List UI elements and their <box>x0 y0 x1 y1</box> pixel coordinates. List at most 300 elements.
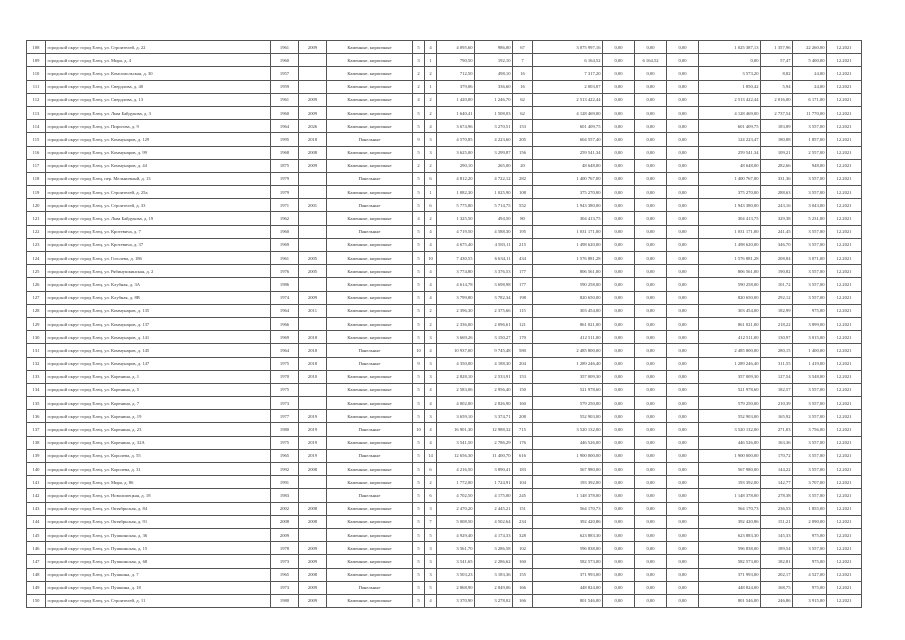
wall-material-cell: Каменные, кирпичные <box>327 555 413 568</box>
residents-cell: 151 <box>513 502 533 515</box>
floors-cell: 4 <box>413 212 425 225</box>
total-area-cell: 1 640,41 <box>437 106 475 119</box>
budget-cost-cell: 0,00 <box>635 515 667 528</box>
floors-cell: 5 <box>413 449 425 462</box>
row-number-cell: 150 <box>27 594 46 607</box>
wall-material-cell: Каменные, кирпичные <box>327 436 413 449</box>
wall-material-cell: Каменные, кирпичные <box>327 106 413 119</box>
cost-per-sqm-cell: 329,38 <box>761 212 793 225</box>
wall-material-cell: Каменные, кирпичные <box>327 528 413 541</box>
wall-material-cell: Панельные <box>327 172 413 185</box>
total-cost-cell: 2 485 800,00 <box>533 344 603 357</box>
living-area-cell: 3 374,71 <box>475 410 513 423</box>
total-cost-cell: 623 883,30 <box>533 528 603 541</box>
year-repair-cell: 2018 <box>299 344 327 357</box>
floors-cell: 5 <box>413 397 425 410</box>
budget-cost-cell: 0,00 <box>635 357 667 370</box>
floors-cell: 5 <box>413 502 425 515</box>
total-cost-cell: 604 557,40 <box>533 133 603 146</box>
row-number-cell: 120 <box>27 199 46 212</box>
completion-date-cell: 12.2021 <box>827 528 862 541</box>
row-number-cell: 109 <box>27 54 46 67</box>
entrances-cell: 1 <box>425 54 437 67</box>
owners-cost-cell: 1 576 881,28 <box>699 252 761 265</box>
cost-limit-cell: 3 548,00 <box>793 370 827 383</box>
total-area-cell: 5 775,80 <box>437 199 475 212</box>
floors-cell: 5 <box>413 41 425 54</box>
year-repair-cell <box>299 317 327 330</box>
completion-date-cell: 12.2021 <box>827 317 862 330</box>
completion-date-cell: 12.2021 <box>827 344 862 357</box>
cost-per-sqm-cell: 218,22 <box>761 317 793 330</box>
total-area-cell: 2 470,20 <box>437 502 475 515</box>
wall-material-cell: Каменные, кирпичные <box>327 54 413 67</box>
table-row <box>27 331 862 344</box>
wall-material-cell: Каменные, кирпичные <box>327 502 413 515</box>
fund-cost-cell: 0,00 <box>603 159 635 172</box>
living-area-cell: 2 445,21 <box>475 502 513 515</box>
owners-cost-cell: 3 520 132,00 <box>699 423 761 436</box>
entrances-cell: 2 <box>425 106 437 119</box>
municipal-cost-cell: 0,00 <box>667 594 699 607</box>
table-row <box>27 555 862 568</box>
table-row <box>27 436 862 449</box>
living-area-cell: 494,50 <box>475 212 513 225</box>
address-cell: городской округ город Елец, ул. Пушкинская, д. 15 <box>46 542 271 555</box>
living-area-cell: 11 400,70 <box>475 449 513 462</box>
living-area-cell: 5 714,75 <box>475 199 513 212</box>
budget-cost-cell: 0,00 <box>635 410 667 423</box>
floors-cell: 5 <box>413 199 425 212</box>
cost-limit-cell: 3 557,00 <box>793 238 827 251</box>
municipal-cost-cell: 0,00 <box>667 67 699 80</box>
municipal-cost-cell: 0,00 <box>667 291 699 304</box>
municipal-cost-cell: 0,00 <box>667 436 699 449</box>
fund-cost-cell: 0,00 <box>603 67 635 80</box>
wall-material-cell: Каменные, кирпичные <box>327 159 413 172</box>
cost-limit-cell: 3 557,00 <box>793 225 827 238</box>
year-repair-cell <box>299 186 327 199</box>
owners-cost-cell: 412 511,00 <box>699 331 761 344</box>
cost-limit-cell: 1 400,00 <box>793 344 827 357</box>
cost-per-sqm-cell: 190,82 <box>761 265 793 278</box>
year-built-cell: 1980 <box>271 594 299 607</box>
cost-limit-cell: 975,00 <box>793 304 827 317</box>
residents-cell: 552 <box>513 199 533 212</box>
completion-date-cell: 12.2021 <box>827 489 862 502</box>
completion-date-cell: 12.2021 <box>827 93 862 106</box>
completion-date-cell: 12.2021 <box>827 67 862 80</box>
total-area-cell: 5 008,50 <box>437 515 475 528</box>
year-built-cell: 1979 <box>271 186 299 199</box>
address-cell: городской округ город Елец, ул. Льва Байдукова, д. 3 <box>46 106 271 119</box>
residents-cell: 67 <box>513 41 533 54</box>
cost-per-sqm-cell: 282,66 <box>761 159 793 172</box>
total-cost-cell: 6 164,52 <box>533 54 603 67</box>
row-number-cell: 130 <box>27 331 46 344</box>
total-cost-cell: 1 943 380,00 <box>533 199 603 212</box>
year-built-cell: 1975 <box>271 383 299 396</box>
address-cell: городской округ город Елец, ул. Строителей, д. 33 <box>46 199 271 212</box>
year-built-cell: 1965 <box>271 568 299 581</box>
total-area-cell: 790,50 <box>437 54 475 67</box>
total-cost-cell: 4 128 469,00 <box>533 106 603 119</box>
completion-date-cell: 12.2021 <box>827 581 862 594</box>
fund-cost-cell: 0,00 <box>603 568 635 581</box>
total-area-cell: 4 929,40 <box>437 528 475 541</box>
living-area-cell: 4 188,30 <box>475 357 513 370</box>
floors-cell: 10 <box>413 423 425 436</box>
year-repair-cell <box>299 238 327 251</box>
municipal-cost-cell: 0,00 <box>667 449 699 462</box>
total-cost-cell: 7 317,20 <box>533 67 603 80</box>
budget-cost-cell: 0,00 <box>635 41 667 54</box>
year-built-cell: 1961 <box>271 93 299 106</box>
year-repair-cell <box>299 225 327 238</box>
wall-material-cell: Каменные, кирпичные <box>327 463 413 476</box>
total-area-cell: 4 702,50 <box>437 489 475 502</box>
year-repair-cell: 2018 <box>299 331 327 344</box>
floors-cell: 5 <box>413 515 425 528</box>
total-area-cell: 2 336,00 <box>437 317 475 330</box>
cost-per-sqm-cell: 208,84 <box>761 252 793 265</box>
address-cell: городской округ город Елец, ул. Королева, д. 31 <box>46 463 271 476</box>
residents-cell: 20 <box>513 159 533 172</box>
fund-cost-cell: 0,00 <box>603 291 635 304</box>
entrances-cell: 4 <box>425 278 437 291</box>
budget-cost-cell: 0,00 <box>635 212 667 225</box>
year-repair-cell: 2018 <box>299 357 327 370</box>
year-repair-cell: 2011 <box>299 304 327 317</box>
municipal-cost-cell: 0,00 <box>667 476 699 489</box>
year-built-cell: 1961 <box>271 252 299 265</box>
year-repair-cell: 2008 <box>299 463 327 476</box>
table-row <box>27 476 862 489</box>
completion-date-cell: 12.2021 <box>827 212 862 225</box>
year-built-cell: 1964 <box>271 120 299 133</box>
total-cost-cell: 552 903,00 <box>533 410 603 423</box>
budget-cost-cell: 0,00 <box>635 172 667 185</box>
row-number-cell: 118 <box>27 172 46 185</box>
total-cost-cell: 596 838,00 <box>533 542 603 555</box>
living-area-cell: 2 826,90 <box>475 397 513 410</box>
cost-limit-cell: 2 090,00 <box>793 515 827 528</box>
fund-cost-cell: 0,00 <box>603 357 635 370</box>
row-number-cell: 110 <box>27 67 46 80</box>
budget-cost-cell: 0,00 <box>635 278 667 291</box>
floors-cell: 2 <box>413 159 425 172</box>
owners-cost-cell: 0,00 <box>699 54 761 67</box>
wall-material-cell: Каменные, кирпичные <box>327 568 413 581</box>
budget-cost-cell: 0,00 <box>635 304 667 317</box>
fund-cost-cell: 0,00 <box>603 93 635 106</box>
entrances-cell: 7 <box>425 515 437 528</box>
total-area-cell: 4 350,00 <box>437 357 475 370</box>
address-cell: городской округ город Елец, ул. Гоголева, д. 186 <box>46 252 271 265</box>
total-cost-cell: 1 031 171,00 <box>533 225 603 238</box>
budget-cost-cell: 0,00 <box>635 383 667 396</box>
year-built-cell: 1964 <box>271 344 299 357</box>
budget-cost-cell: 0,00 <box>635 80 667 93</box>
total-area-cell: 3 503,23 <box>437 568 475 581</box>
wall-material-cell: Панельные <box>327 423 413 436</box>
year-repair-cell: 2019 <box>299 410 327 423</box>
fund-cost-cell: 0,00 <box>603 489 635 502</box>
cost-per-sqm-cell: 168,75 <box>761 581 793 594</box>
entrances-cell: 4 <box>425 594 437 607</box>
total-area-cell: 1 420,00 <box>437 93 475 106</box>
cost-limit-cell: 3 071,00 <box>793 252 827 265</box>
total-cost-cell: 1 498 620,00 <box>533 238 603 251</box>
table-row <box>27 120 862 133</box>
entrances-cell: 6 <box>425 172 437 185</box>
total-cost-cell: 1 289 246,40 <box>533 357 603 370</box>
entrances-cell: 4 <box>425 397 437 410</box>
fund-cost-cell: 0,00 <box>603 331 635 344</box>
fund-cost-cell: 0,00 <box>603 304 635 317</box>
living-area-cell: 6 634,11 <box>475 252 513 265</box>
total-cost-cell: 375 270,00 <box>533 186 603 199</box>
entrances-cell: 4 <box>425 120 437 133</box>
entrances-cell: 4 <box>425 291 437 304</box>
fund-cost-cell: 0,00 <box>603 515 635 528</box>
living-area-cell: 1 246,70 <box>475 93 513 106</box>
wall-material-cell: Панельные <box>327 199 413 212</box>
year-repair-cell: 2010 <box>299 370 327 383</box>
table-row <box>27 159 862 172</box>
owners-cost-cell: 861 021,00 <box>699 317 761 330</box>
year-built-cell: 1980 <box>271 423 299 436</box>
wall-material-cell: Каменные, кирпичные <box>327 252 413 265</box>
year-repair-cell <box>299 172 327 185</box>
fund-cost-cell: 0,00 <box>603 502 635 515</box>
total-cost-cell: 564 170,73 <box>533 502 603 515</box>
owners-cost-cell: 446 526,00 <box>699 436 761 449</box>
year-built-cell: 1969 <box>271 238 299 251</box>
fund-cost-cell: 0,00 <box>603 252 635 265</box>
total-area-cell: 3 674,96 <box>437 120 475 133</box>
cost-limit-cell: 3 557,00 <box>793 397 827 410</box>
address-cell: городской округ город Елец, ул. Коммунаров, д. 44 <box>46 159 271 172</box>
entrances-cell: 4 <box>425 265 437 278</box>
budget-cost-cell: 0,00 <box>635 186 667 199</box>
completion-date-cell: 12.2021 <box>827 41 862 54</box>
cost-per-sqm-cell: 292,12 <box>761 291 793 304</box>
budget-cost-cell: 0,00 <box>635 265 667 278</box>
table-row <box>27 568 862 581</box>
floors-cell: 5 <box>413 476 425 489</box>
owners-cost-cell: 371 993,00 <box>699 568 761 581</box>
living-area-cell: 1 025,90 <box>475 186 513 199</box>
row-number-cell: 112 <box>27 93 46 106</box>
municipal-cost-cell: 0,00 <box>667 555 699 568</box>
address-cell: городской округ город Елец, ул. Коммунаров, д. 147 <box>46 357 271 370</box>
table-row <box>27 225 862 238</box>
cost-per-sqm-cell: 127,54 <box>761 370 793 383</box>
entrances-cell: 4 <box>425 225 437 238</box>
residents-cell: 170 <box>513 331 533 344</box>
wall-material-cell: Каменные, кирпичные <box>327 146 413 159</box>
year-repair-cell: 2009 <box>299 159 327 172</box>
cost-per-sqm-cell: 182,57 <box>761 383 793 396</box>
completion-date-cell: 12.2021 <box>827 120 862 133</box>
budget-cost-cell: 0,00 <box>635 331 667 344</box>
year-repair-cell: 2009 <box>299 594 327 607</box>
cost-limit-cell: 5 231,00 <box>793 212 827 225</box>
residents-cell: 166 <box>513 594 533 607</box>
cost-limit-cell: 975,00 <box>793 528 827 541</box>
year-repair-cell: 2005 <box>299 252 327 265</box>
fund-cost-cell: 0,00 <box>603 581 635 594</box>
fund-cost-cell: 0,00 <box>603 542 635 555</box>
row-number-cell: 143 <box>27 502 46 515</box>
floors-cell: 5 <box>413 291 425 304</box>
cost-per-sqm-cell: 145,33 <box>761 528 793 541</box>
residents-cell: 208 <box>513 410 533 423</box>
municipal-cost-cell: 0,00 <box>667 278 699 291</box>
address-cell: городской округ город Елец, ул. Коммунаров, д. 137 <box>46 317 271 330</box>
cost-per-sqm-cell: 236,53 <box>761 502 793 515</box>
fund-cost-cell: 0,00 <box>603 383 635 396</box>
cost-limit-cell: 3 707,00 <box>793 476 827 489</box>
total-area-cell: 3 561,70 <box>437 542 475 555</box>
address-cell: городской округ город Елец, ул. Коммунаров, д. 129 <box>46 133 271 146</box>
residents-cell: 204 <box>513 357 533 370</box>
budget-cost-cell: 0,00 <box>635 199 667 212</box>
row-number-cell: 128 <box>27 304 46 317</box>
cost-per-sqm-cell: 183,89 <box>761 120 793 133</box>
municipal-cost-cell: 0,00 <box>667 304 699 317</box>
budget-cost-cell: 0,00 <box>635 93 667 106</box>
budget-cost-cell: 0,00 <box>635 159 667 172</box>
total-area-cell: 4 095,60 <box>437 41 475 54</box>
entrances-cell: 2 <box>425 67 437 80</box>
cost-limit-cell: 3 756,00 <box>793 423 827 436</box>
owners-cost-cell: 590 258,00 <box>699 278 761 291</box>
wall-material-cell: Панельные <box>327 357 413 370</box>
budget-cost-cell: 0,00 <box>635 106 667 119</box>
table-row <box>27 410 862 423</box>
cost-per-sqm-cell: 180,88 <box>761 133 793 146</box>
row-number-cell: 122 <box>27 225 46 238</box>
residents-cell: 62 <box>513 106 533 119</box>
cost-limit-cell: 24,00 <box>793 67 827 80</box>
wall-material-cell: Каменные, кирпичные <box>327 41 413 54</box>
living-area-cell: 4 588,30 <box>475 225 513 238</box>
residents-cell: 245 <box>513 489 533 502</box>
total-area-cell: 7 430,55 <box>437 252 475 265</box>
total-cost-cell: 2 003,07 <box>533 80 603 93</box>
completion-date-cell: 12.2021 <box>827 159 862 172</box>
municipal-cost-cell: 0,00 <box>667 225 699 238</box>
total-cost-cell: 590 258,00 <box>533 278 603 291</box>
address-cell: городской округ город Елец, ул. Строителей, д. 25а <box>46 186 271 199</box>
table-row <box>27 252 862 265</box>
wall-material-cell: Каменные, кирпичные <box>327 238 413 251</box>
owners-cost-cell: 1 025 387,13 <box>699 41 761 54</box>
table-row <box>27 80 862 93</box>
year-repair-cell <box>299 278 327 291</box>
cost-per-sqm-cell: 182,99 <box>761 304 793 317</box>
table-row <box>27 344 862 357</box>
residents-cell: 102 <box>513 542 533 555</box>
cost-per-sqm-cell: 2 737,54 <box>761 106 793 119</box>
wall-material-cell: Каменные, кирпичные <box>327 278 413 291</box>
owners-cost-cell: 552 903,00 <box>699 410 761 423</box>
living-area-cell: 2 849,06 <box>475 581 513 594</box>
table-row <box>27 172 862 185</box>
completion-date-cell: 12.2021 <box>827 291 862 304</box>
cost-per-sqm-cell: 311,55 <box>761 357 793 370</box>
year-built-cell: 1960 <box>271 106 299 119</box>
cost-limit-cell: 6 171,00 <box>793 93 827 106</box>
owners-cost-cell: 582 573,00 <box>699 555 761 568</box>
entrances-cell: 1 <box>425 80 437 93</box>
fund-cost-cell: 0,00 <box>603 410 635 423</box>
row-number-cell: 115 <box>27 133 46 146</box>
completion-date-cell: 12.2021 <box>827 357 862 370</box>
living-area-cell: 986,00 <box>475 41 513 54</box>
total-area-cell: 3 370,90 <box>437 594 475 607</box>
residents-cell: 282 <box>513 172 533 185</box>
residents-cell: 7 <box>513 54 533 67</box>
living-area-cell: 3 278,02 <box>475 594 513 607</box>
year-repair-cell: 2009 <box>299 106 327 119</box>
total-area-cell: 4 002,00 <box>437 397 475 410</box>
municipal-cost-cell: 0,00 <box>667 199 699 212</box>
cost-per-sqm-cell: 165,92 <box>761 410 793 423</box>
wall-material-cell: Каменные, кирпичные <box>327 370 413 383</box>
floors-cell: 5 <box>413 120 425 133</box>
budget-cost-cell: 0,00 <box>635 449 667 462</box>
total-area-cell: 3 625,00 <box>437 146 475 159</box>
year-built-cell: 1969 <box>271 331 299 344</box>
cost-limit-cell: 3 899,00 <box>793 317 827 330</box>
entrances-cell: 3 <box>425 146 437 159</box>
year-repair-cell: 2019 <box>299 423 327 436</box>
floors-cell: 5 <box>413 383 425 396</box>
floors-cell: 5 <box>413 370 425 383</box>
floors-cell: 5 <box>413 542 425 555</box>
table-row <box>27 238 862 251</box>
cost-per-sqm-cell: 2 016,00 <box>761 93 793 106</box>
wall-material-cell: Каменные, кирпичные <box>327 80 413 93</box>
cost-per-sqm-cell: 5,94 <box>761 80 793 93</box>
year-repair-cell <box>299 528 327 541</box>
year-repair-cell <box>299 67 327 80</box>
cost-limit-cell: 3 557,00 <box>793 463 827 476</box>
living-area-cell: 3 150,27 <box>475 331 513 344</box>
year-repair-cell: 2008 <box>299 568 327 581</box>
municipal-cost-cell: 0,00 <box>667 542 699 555</box>
address-cell: городской округ город Елец, ул. Октябрьская, д. 91 <box>46 515 271 528</box>
fund-cost-cell: 0,00 <box>603 172 635 185</box>
address-cell: городской округ город Елец, пер. Мельничный, д. 13 <box>46 172 271 185</box>
entrances-cell: 6 <box>425 489 437 502</box>
address-cell: городской округ город Елец, ул. Строителей, д. 22 <box>46 41 271 54</box>
completion-date-cell: 12.2021 <box>827 383 862 396</box>
total-cost-cell: 1 400 767,00 <box>533 172 603 185</box>
municipal-cost-cell: 0,00 <box>667 528 699 541</box>
wall-material-cell: Каменные, кирпичные <box>327 542 413 555</box>
table-row <box>27 397 862 410</box>
cost-per-sqm-cell: 189,54 <box>761 542 793 555</box>
cost-limit-cell: 3 557,00 <box>793 436 827 449</box>
fund-cost-cell: 0,00 <box>603 212 635 225</box>
year-built-cell: 1957 <box>271 67 299 80</box>
wall-material-cell: Каменные, кирпичные <box>327 120 413 133</box>
total-area-cell: 4 719,50 <box>437 225 475 238</box>
